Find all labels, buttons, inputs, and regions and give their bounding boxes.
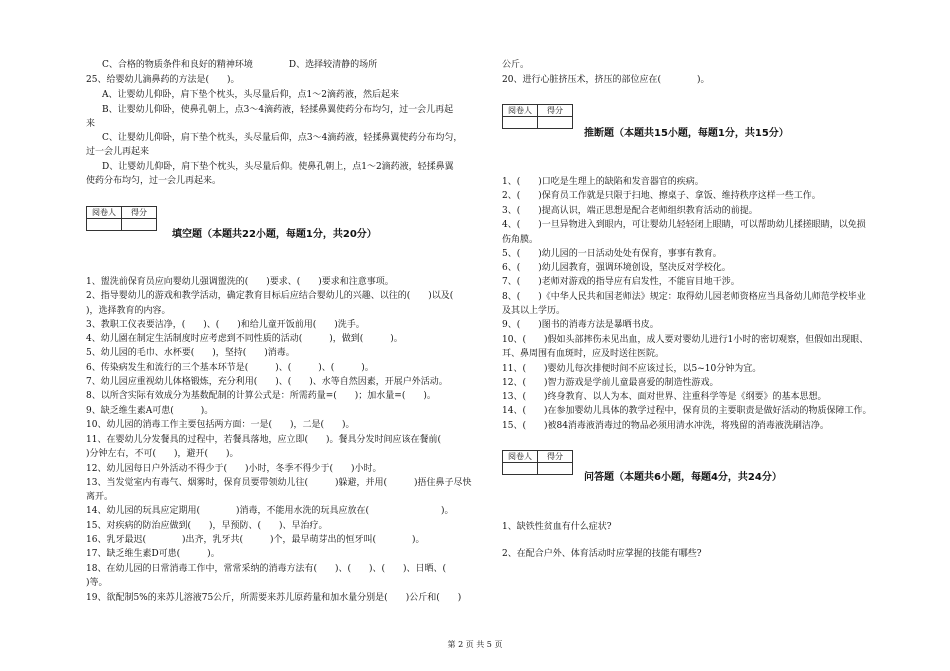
judge-question-line: 8、( )《中华人民共和国老师法》规定：取得幼儿园老师资格应当具备幼儿师范学校毕业 (502, 292, 866, 302)
page-footer: 第 2 页 共 5 页 (447, 640, 503, 649)
reviewer-label: 阅卷人 (87, 207, 122, 219)
qa-question-1: 1、缺铁性贫血有什么症状? (502, 522, 612, 532)
score-box (502, 104, 573, 129)
fill-question-line: 17、缺乏维生素D可患( )。 (86, 549, 220, 559)
option-d-cont: 使药分布均匀，过一会儿再起来。 (86, 176, 222, 186)
score-cell (122, 219, 157, 231)
option-b: B、让婴幼儿仰卧，使鼻孔朝上，点3～4滴药液，轻揉鼻翼使药分布均匀，过一会儿再起 (102, 105, 454, 115)
judge-section-title: 推断题（本题共15小题，每题1分，共15分） (584, 128, 789, 139)
judge-question-line: 1、( )口吃是生理上的缺陷和发音器官的疾病。 (502, 177, 704, 187)
fill-question-line: 10、幼儿园的消毒工作主要包括两方面：一是( )，二是( )。 (86, 420, 355, 430)
reviewer-label: 阅卷人 (503, 451, 538, 463)
fill-question-line: 5、幼儿园的毛巾、水杯要( )，坚持( )消毒。 (86, 348, 295, 358)
judge-question-line: 10、( )假如头部摔伤未见出血，成人要对婴幼儿进行1小时的密切观察，但假如出现眼、 (502, 335, 869, 345)
reviewer-cell (503, 117, 538, 129)
fill-question-line: 16、乳牙最迟( )出齐，乳牙共( )个，最早萌芽出的恒牙叫( )。 (86, 535, 425, 545)
fill-question-line: 1、盥洗前保育员应向婴幼儿强调盥洗的( )要求、( )要求和注意事项。 (86, 277, 394, 287)
score-label: 得分 (122, 207, 157, 219)
score-cell (538, 117, 573, 129)
score-box (86, 206, 157, 231)
judge-question-line: 耳、鼻周围有血斑时，应及时送往医院。 (502, 349, 665, 359)
judge-question-line: 2、( )保育员工作就是只限于扫地、擦桌子、拿饭、维持秩序这样一些工作。 (502, 191, 821, 201)
score-box (502, 450, 573, 475)
judge-question-line: 伤角膜。 (502, 235, 539, 245)
judge-question-line: 6、( )幼儿园教育，强调环境创设，坚决反对学校化。 (502, 263, 731, 273)
question-25: 25、给婴幼儿滴鼻药的方法是( )。 (86, 75, 240, 85)
fill-question-line: 11、在婴幼儿分发餐具的过程中，若餐具落地，应立即( )。餐具分发时间应该在餐前( (86, 435, 441, 445)
option-line: C、合格的物质条件和良好的精神环境 D、选择较清静的场所 (102, 60, 378, 70)
qa-section-title: 问答题（本题共6小题，每题4分，共24分） (584, 472, 782, 483)
fill-section-title: 填空题（本题共22小题，每题1分，共20分） (172, 229, 377, 240)
judge-question-line: 4、( )一旦异物进入到眼内，可让婴幼儿轻轻闭上眼睛，可以帮助幼儿揉搓眼睛，以免损 (502, 220, 866, 230)
judge-question-line: 12、( )智力游戏是学前儿童最喜爱的制造性游戏。 (502, 378, 719, 388)
fill-question-line: 4、幼儿園在制定生活制度时应考虑到不同性质的活动( )，做到( )。 (86, 334, 403, 344)
score-label: 得分 (538, 105, 573, 117)
judge-question-line: 7、( )老师对游戏的指导应有启发性，不能盲目地干涉。 (502, 277, 740, 287)
fill-question-line: )，选择教育的内容。 (86, 306, 171, 316)
fill-question-line: )分钟左右，不可( )，避开( )。 (86, 449, 239, 459)
option-c-cont: 过一会儿再起来 (86, 147, 150, 157)
score-cell (538, 463, 573, 475)
question-20: 20、进行心脏挤压术，挤压的部位应在( )。 (502, 75, 710, 85)
option-c: C、让婴幼儿仰卧，肩下垫个枕头，头尽量后仰，点3～4滴药液，轻揉鼻翼使药分布均匀， (102, 133, 463, 143)
reviewer-cell (87, 219, 122, 231)
fill-question-line: 2、指导婴幼儿的游戏和教学活动，确定教育目标后应结合婴幼儿的兴趣、以往的( )以及( (86, 291, 454, 301)
judge-question-line: 5、( )幼儿园的一日活动处处有保育，事事有教育。 (502, 249, 722, 259)
fill-question-line: 12、幼儿园每日户外活动不得少于( )小时，冬季不得少于( )小时。 (86, 464, 382, 474)
fill-question-line: 13、当发觉室内有毒气、烟雾时，保育员要带领幼儿往( )躲避，并用( )捂住鼻子尽快 (86, 478, 472, 488)
option-d: D、让婴幼儿仰卧，肩下垫个枕头，头尽量后仰。使鼻孔朝上，点1～2滴药液，轻揉鼻翼 (102, 162, 454, 172)
fill-question-line: 7、幼儿园应重视幼儿体格锻炼，充分利用( )、( )、水等自然因素，开展户外活动。 (86, 377, 448, 387)
reviewer-cell (503, 463, 538, 475)
fill-question-line: 6、传染病发生和流行的三个基本环节是( )、( )、( )。 (86, 363, 374, 373)
fill-question-line: 14、幼儿园的玩具应定期用( )消毒，不能用水洗的玩具应放在( )。 (86, 506, 454, 516)
fill-question-line: 18、在幼儿园的日常消毒工作中，常常采纳的消毒方法有( )、( )、( )、日晒、( (86, 564, 465, 574)
fill-question-line: 8、以所含实际有效成分为基数配制的计算公式是：所需药量=( )；加水量=( )。 (86, 391, 436, 401)
judge-question-line: 14、( )在参加婴幼儿具体的教学过程中，保育员的主要职责是做好活动的物质保障工作。 (502, 406, 872, 416)
reviewer-label: 阅卷人 (503, 105, 538, 117)
score-label: 得分 (538, 451, 573, 463)
fill-question-line: 19、欲配制5%的来苏儿溶液75公斤，所需要来苏儿原药量和加水量分别是( )公斤和( ) (86, 593, 462, 603)
option-a: A、让婴幼儿仰卧，肩下垫个枕头，头尽量后仰，点1～2滴药液，然后起来 (102, 90, 399, 100)
judge-question-line: 及其以上学历。 (502, 306, 566, 316)
option-b-cont: 来 (86, 119, 96, 129)
judge-question-line: 9、( )图书的消毒方法是暴晒书皮。 (502, 320, 659, 330)
judge-question-line: 11、( )婴幼儿每次排便时间不应该过长，以5~10分钟为宜。 (502, 364, 762, 374)
judge-question-line: 3、( )提高认识，端正思想是配合老师组织教育活动的前提。 (502, 206, 758, 216)
judge-question-line: 13、( )终身教育、以人为本、面对世界、注重科学等是《纲要》的基本思想。 (502, 392, 827, 402)
qa-question-2: 2、在配合户外、体育活动时应掌握的技能有哪些? (502, 549, 702, 559)
fill-question-line: )等。 (86, 578, 108, 588)
fill-question-line: 离开。 (86, 492, 114, 502)
fill-question-line: 9、缺乏维生素A可患( )。 (86, 406, 214, 416)
judge-question-line: 15、( )被84消毒液消毒过的物品必须用清水冲洗，将残留的消毒液洗刷洁净。 (502, 421, 829, 431)
fill-question-line: 3、教职工仪表要洁净，( )、( )和给儿童开饭前用( )洗手。 (86, 320, 365, 330)
fill-question-line: 15、对疾病的防治应做到( )，早预防、( )、早治疗。 (86, 521, 328, 531)
question-19-cont: 公斤。 (502, 60, 530, 70)
